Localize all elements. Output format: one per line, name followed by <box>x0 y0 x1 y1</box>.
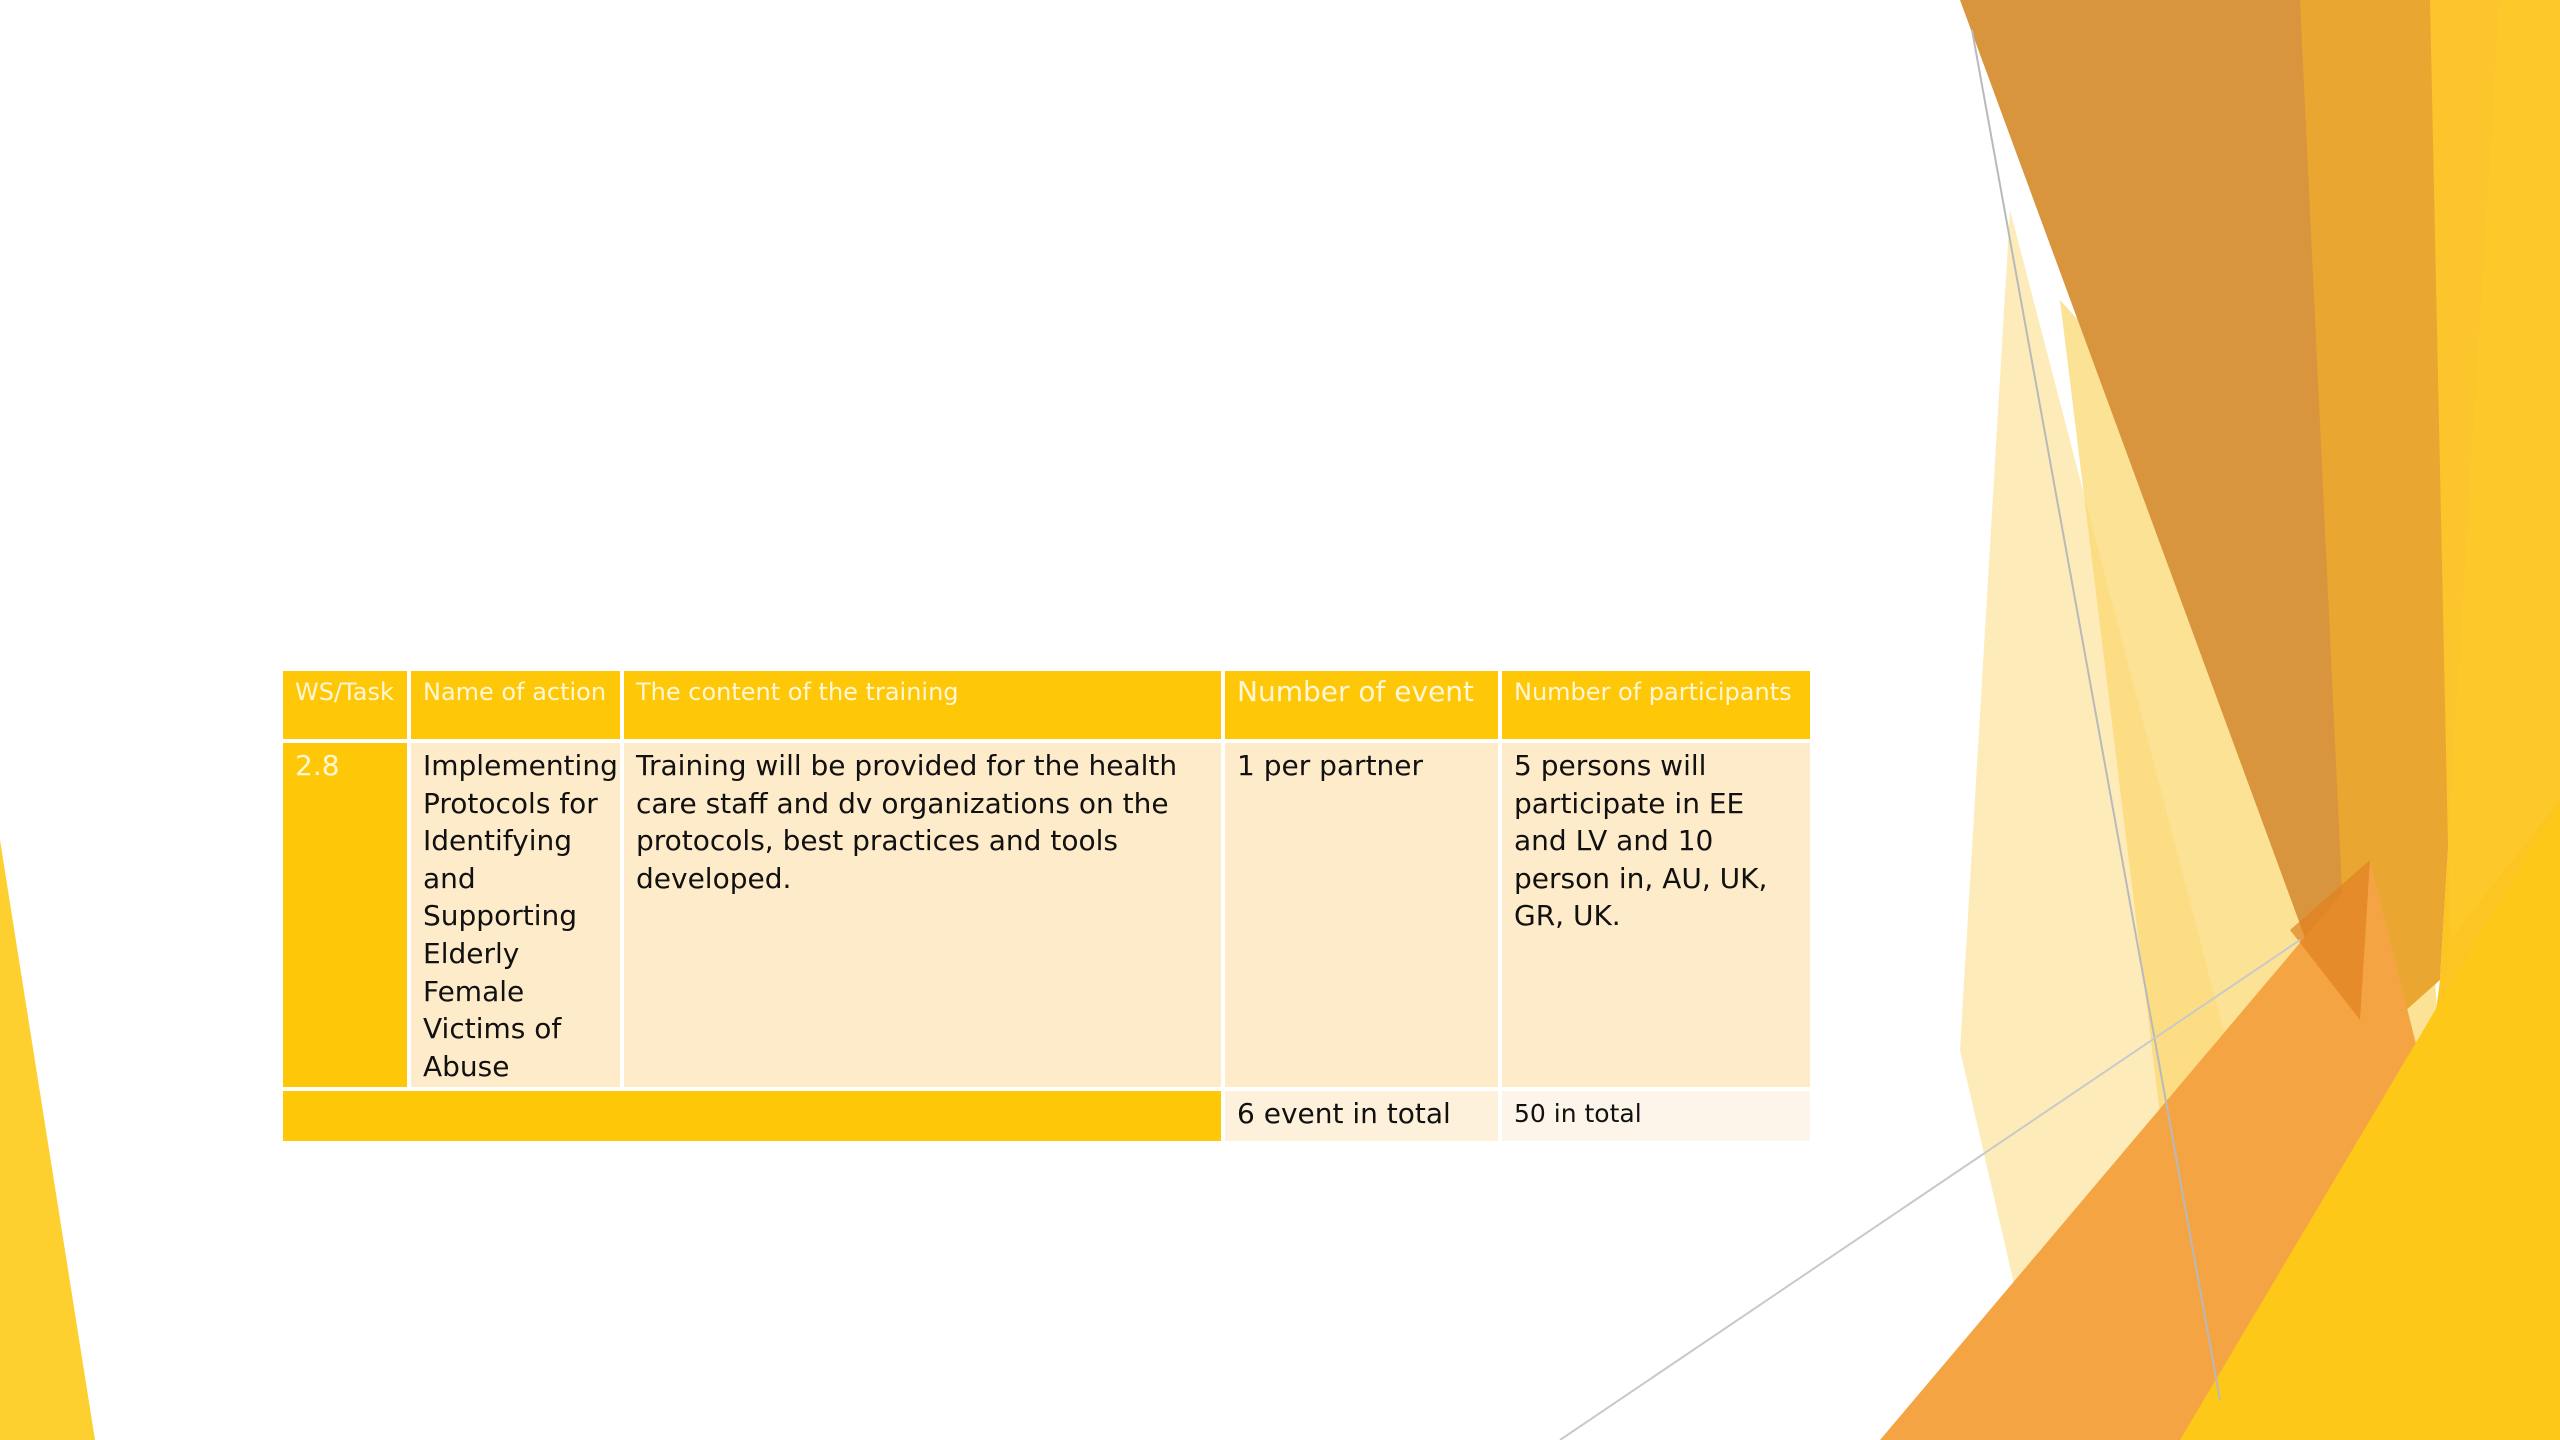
total-participants-cell: 50 in total <box>1500 1089 1812 1143</box>
left-yellow-shape <box>0 840 95 1440</box>
training-table <box>279 667 1814 1145</box>
total-events-cell: 6 event in total <box>1223 1089 1500 1143</box>
table-header-row <box>281 669 1812 741</box>
cell-training-content: Training will be provided for the health care staff and dv organizations on the protocols, best practices and tools developed. <box>622 741 1223 1089</box>
header-number-of-participants: Number of participants <box>1500 669 1812 741</box>
header-ws-task: WS/Task <box>281 669 409 741</box>
cell-number-of-participants: 5 persons will participate in EE and LV and 10 person in, AU, UK, GR, UK. <box>1500 741 1812 1089</box>
training-table-container <box>279 667 1810 1145</box>
totals-label-cell <box>281 1089 1223 1143</box>
right-deep-yellow-shape <box>2430 0 2560 940</box>
cell-number-of-events: 1 per partner <box>1223 741 1500 1089</box>
header-content: The content of the training <box>622 669 1223 741</box>
cell-action-name: Implementing Protocols for Identifying and Supporting Elderly Female Victims of Abuse <box>409 741 622 1089</box>
header-number-of-event: Number of event <box>1223 669 1500 741</box>
table-row <box>281 741 1812 1089</box>
table-totals-row <box>281 1089 1812 1143</box>
header-name-of-action: Name of action <box>409 669 622 741</box>
cell-task-id: 2.8 <box>281 741 409 1089</box>
